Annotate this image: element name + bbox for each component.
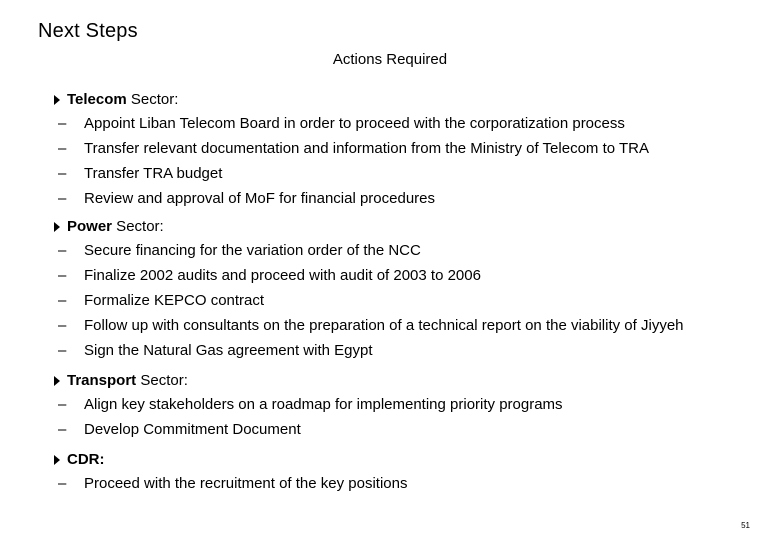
section-telecom [50, 89, 649, 211]
dash-bullet: – [58, 242, 67, 259]
list-item [50, 471, 408, 496]
list-item [50, 263, 684, 288]
list-item [50, 136, 649, 161]
list-item [50, 338, 684, 363]
list-item [50, 313, 684, 338]
dash-bullet: – [58, 190, 67, 207]
list-item [50, 186, 649, 211]
section-heading [50, 89, 649, 111]
triangle-bullet-icon [54, 455, 60, 465]
list-item [50, 392, 563, 417]
page-subtitle: Actions Required [332, 51, 448, 68]
list-item [50, 288, 684, 313]
item-text: Transfer TRA budget [84, 165, 223, 182]
triangle-bullet-icon [54, 95, 60, 105]
section-transport [50, 370, 563, 442]
dash-bullet: – [58, 140, 67, 157]
section-name: Transport [67, 372, 137, 389]
page-title: Next Steps [38, 20, 138, 42]
action-list [50, 471, 408, 496]
page-number: 51 [741, 521, 750, 530]
item-text: Proceed with the recruitment of the key positions [84, 475, 408, 492]
item-text: Appoint Liban Telecom Board in order to proceed with the corporatization process [84, 115, 625, 132]
section-heading [50, 449, 408, 471]
dash-bullet: – [58, 342, 67, 359]
item-text: Develop Commitment Document [84, 421, 301, 438]
item-text: Review and approval of MoF for financial procedures [84, 190, 436, 207]
dash-bullet: – [58, 165, 67, 182]
action-list [50, 238, 684, 363]
section-power [50, 216, 684, 363]
list-item [50, 111, 649, 136]
section-suffix: Sector: [136, 372, 188, 389]
section-name: Telecom [67, 91, 127, 108]
list-item [50, 161, 649, 186]
dash-bullet: – [58, 115, 67, 132]
action-list [50, 392, 563, 442]
section-heading [50, 216, 684, 238]
section-name: CDR: [67, 451, 105, 468]
dash-bullet: – [58, 396, 67, 413]
dash-bullet: – [58, 267, 67, 284]
action-list [50, 111, 649, 211]
section-name: Power [67, 218, 113, 235]
triangle-bullet-icon [54, 376, 60, 386]
section-cdr [50, 449, 408, 496]
section-heading [50, 370, 563, 392]
list-item [50, 417, 563, 442]
dash-bullet: – [58, 317, 67, 334]
section-suffix: Sector: [126, 91, 179, 108]
item-text: Align key stakeholders on a roadmap for implementing priority programs [84, 396, 563, 413]
item-text: Secure financing for the variation order of the NCC [84, 242, 421, 259]
item-text: Finalize 2002 audits and proceed with audit of 2003 to 2006 [84, 267, 481, 284]
item-text: Sign the Natural Gas agreement with Egypt [84, 342, 373, 359]
item-text: Transfer relevant documentation and information from the Ministry of Telecom to TRA [84, 140, 649, 157]
item-text: Follow up with consultants on the preparation of a technical report on the viability of Jiyyeh [84, 317, 684, 334]
section-suffix: Sector: [112, 218, 164, 235]
triangle-bullet-icon [54, 222, 60, 232]
dash-bullet: – [58, 421, 67, 438]
list-item [50, 238, 684, 263]
item-text: Formalize KEPCO contract [84, 292, 265, 309]
dash-bullet: – [58, 475, 67, 492]
dash-bullet: – [58, 292, 67, 309]
